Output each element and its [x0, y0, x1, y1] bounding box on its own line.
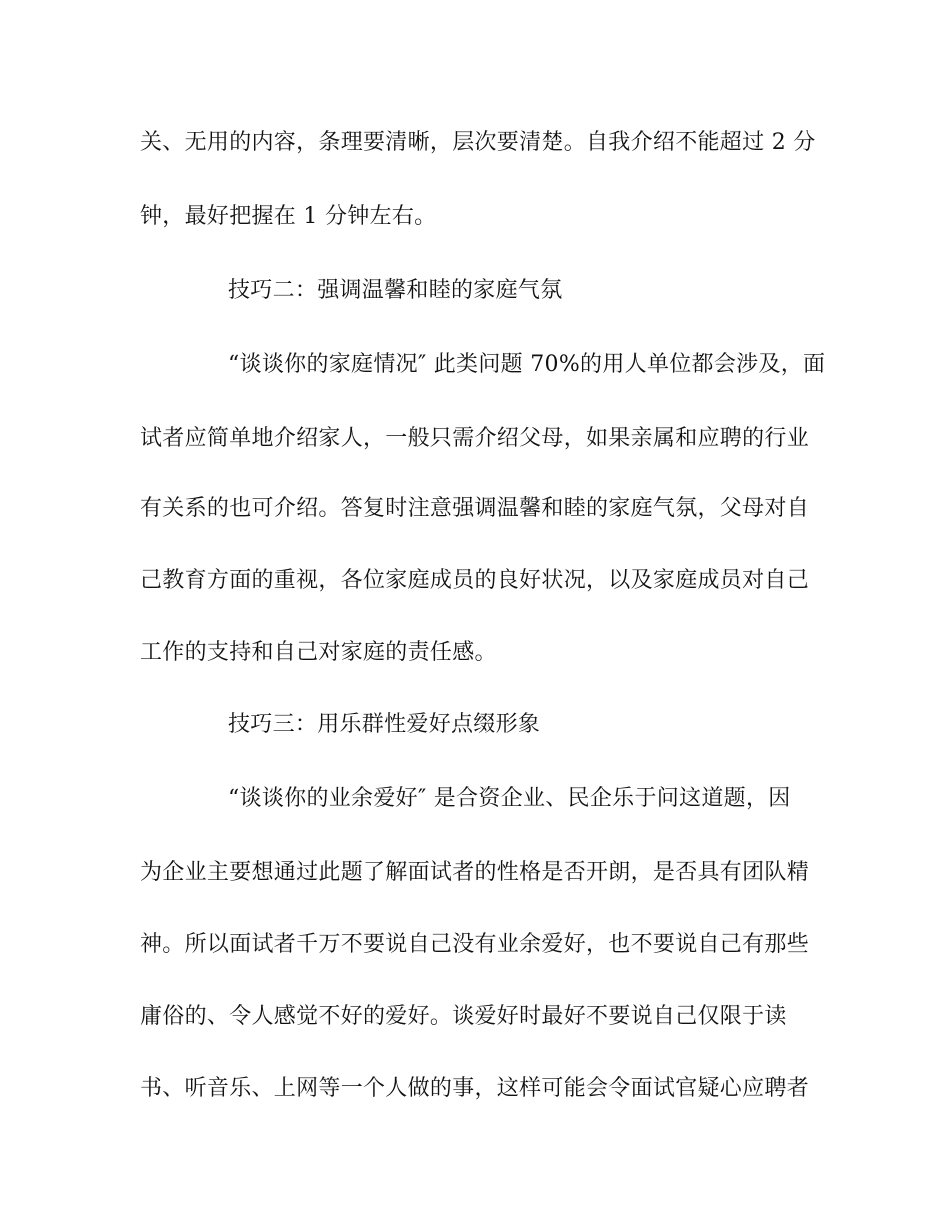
paragraph-line: 试者应简单地介绍家人，一般只需介绍父母，如果亲属和应聘的行业: [140, 426, 810, 451]
paragraph-line: 关、无用的内容，条理要清晰，层次要清楚。自我介绍不能超过 2 分: [140, 130, 816, 155]
paragraph-line: 书、听音乐、上网等一个人做的事，这样可能会令面试官疑心应聘者: [140, 1076, 810, 1101]
paragraph-line: 有关系的也可介绍。答复时注意强调温馨和睦的家庭气氛，父母对自: [140, 496, 810, 521]
paragraph-line: 为企业主要想通过此题了解面试者的性格是否开朗，是否具有团队精: [140, 860, 810, 885]
section-heading: 技巧三：用乐群性爱好点缀形象: [228, 712, 541, 737]
paragraph-line: 神。所以面试者千万不要说自己没有业余爱好，也不要说自己有那些: [140, 932, 810, 957]
section-heading: 技巧二：强调温馨和睦的家庭气氛: [228, 278, 563, 303]
paragraph-line: 钟，最好把握在 1 分钟左右。: [140, 204, 437, 229]
paragraph-line: 己教育方面的重视，各位家庭成员的良好状况，以及家庭成员对自己: [140, 568, 810, 593]
paragraph-line: 工作的支持和自己对家庭的责任感。: [140, 640, 497, 665]
paragraph-line: 庸俗的、令人感觉不好的爱好。谈爱好时最好不要说自己仅限于读: [140, 1004, 787, 1029]
paragraph-line: “谈谈你的业余爱好″ 是合资企业、民企乐于问这道题，因: [228, 786, 791, 811]
paragraph-line: “谈谈你的家庭情况″ 此类问题 70%的用人单位都会涉及，面: [228, 352, 826, 377]
